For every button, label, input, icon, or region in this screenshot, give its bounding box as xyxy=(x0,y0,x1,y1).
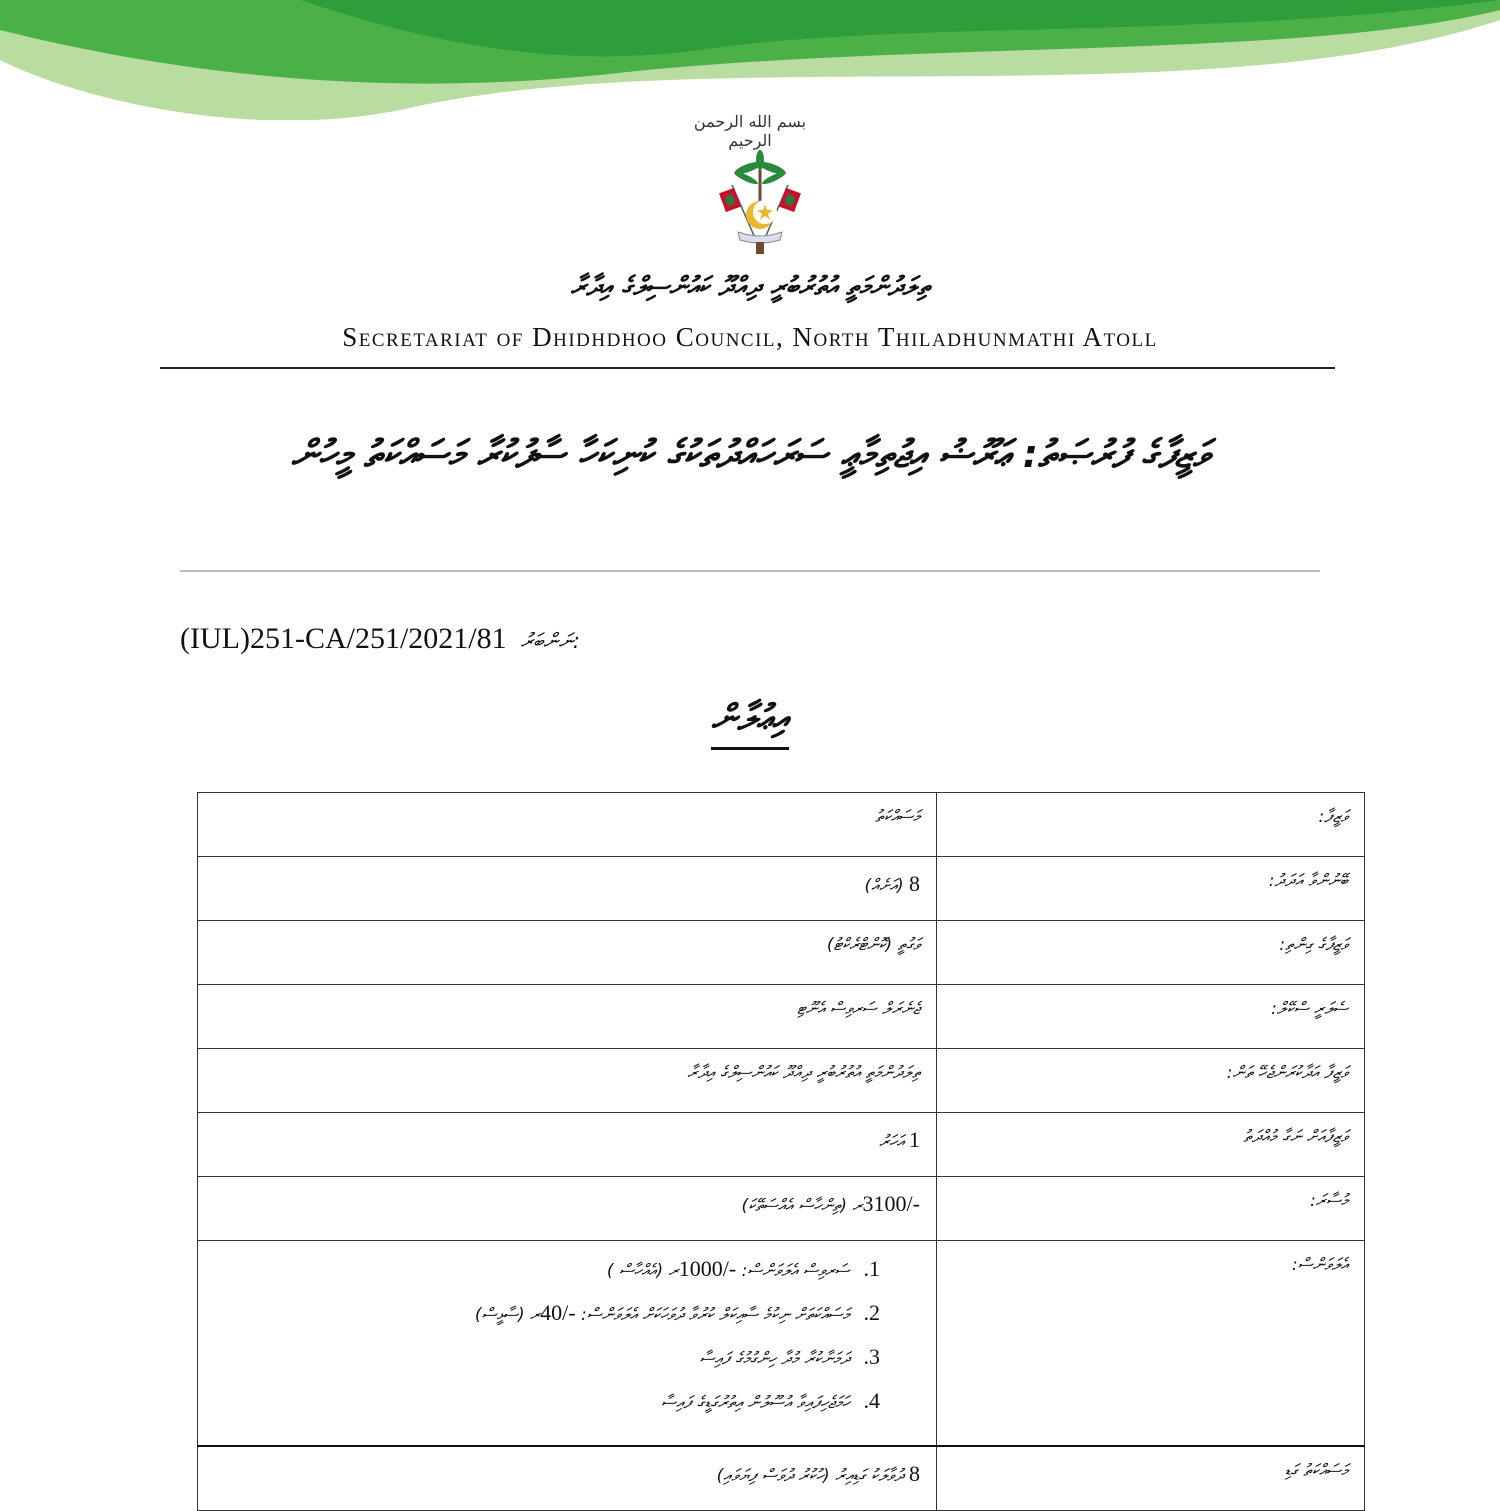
item-amount: -/40 xyxy=(540,1300,576,1325)
table-row-allowances xyxy=(198,1241,1365,1447)
announcement-title: ވަޒީފާގެ ފުރުޞަތު: ޢަރޫޟު އިޖުތިމާޢީ ސަރަހައްދުތަކުގެ ކުނިކަހާ ސާފުކުރާ މަސައްކަތު މީހުން xyxy=(291,432,1209,476)
maldives-emblem-icon xyxy=(710,150,810,260)
row-label: އެލަވަންސް: xyxy=(937,1241,1365,1447)
office-name-dhivehi: ތިލަދުންމަތީ އުތުރުބުރީ ދިއްދޫ ކައުންސިލްގެ އިދާރާ xyxy=(570,272,930,302)
reference-value: (IUL)251-CA/251/2021/81 xyxy=(180,622,507,655)
table-row xyxy=(198,1113,1365,1177)
row-label: ވަޒީފާއަށް ނަގާ މުއްދަތު xyxy=(937,1113,1365,1177)
row-value: މަސައްކަތު xyxy=(198,793,937,857)
value-text: ރ (ތިންހާސް އެއްސަތޭކަ) xyxy=(741,1196,863,1216)
table-row xyxy=(198,1049,1365,1113)
row-value xyxy=(198,1113,937,1177)
row-label: ސެލަރީ ސްކޭލް: xyxy=(937,985,1365,1049)
reference-label: ނަންބަރު: xyxy=(520,629,580,653)
office-name-english: Secretariat of Dhidhdhoo Council, North Thiladhunmathi Atoll xyxy=(342,322,1158,352)
table-row xyxy=(198,793,1365,857)
item-text: ހަމަޖެހިފައިވާ އުސޫލުން އިތުރުގަޑީގެ ފައިސާ xyxy=(661,1393,850,1413)
item-number: 4. xyxy=(863,1388,880,1413)
row-label: ވަޒީފާ އަދާކުރަންޖެހޭ ތަން: xyxy=(937,1049,1365,1113)
value-text: (އަށެއް) xyxy=(864,876,904,896)
header-divider xyxy=(160,367,1335,369)
table-row xyxy=(198,1177,1365,1241)
item-text: ސަރވިސް އެލަވަންސް: xyxy=(741,1261,850,1281)
item-number: 3. xyxy=(863,1344,880,1369)
allowance-item xyxy=(214,1387,880,1417)
value-number: 1 xyxy=(909,1127,920,1152)
green-wave-banner xyxy=(0,0,1500,120)
value-text: ދުވާލަކު ގަޑިއިރު (ހުކުރު ދުވަސް ފިޔަވައި) xyxy=(716,1466,904,1486)
row-label: މަސައްކަތު ގަޑި xyxy=(937,1446,1365,1510)
item-amount: -/1000 xyxy=(678,1256,737,1281)
row-value xyxy=(198,1241,937,1447)
allowance-item xyxy=(214,1299,880,1329)
reference-number xyxy=(180,622,580,656)
item-number: 2. xyxy=(863,1300,880,1325)
row-value: ޖެނެރަލް ސަރވިސް އެނޫޓި xyxy=(198,985,937,1049)
table-row xyxy=(198,857,1365,921)
value-number: 8 xyxy=(909,1461,920,1486)
value-number: 8 xyxy=(909,871,920,896)
row-value xyxy=(198,1177,937,1241)
value-number: -/3100 xyxy=(862,1191,920,1216)
item-text: ދަމަނާކުރާ މުދާ ހިންގުމުގެ ފައިސާ xyxy=(699,1349,850,1369)
table-row xyxy=(198,1446,1365,1510)
table-row xyxy=(198,985,1365,1049)
title-divider xyxy=(180,570,1320,572)
row-value xyxy=(198,857,937,921)
row-label: ބޭނުންވާ އަދަދު: xyxy=(937,857,1365,921)
row-value xyxy=(198,1446,937,1510)
heading-text: އިޢުލާން xyxy=(711,698,789,750)
announcement-heading xyxy=(0,698,1500,740)
row-label: މުސާރަ: xyxy=(937,1177,1365,1241)
row-label: ވަޒީފާގެ ގިންތި: xyxy=(937,921,1365,985)
item-tail: ރ (ސާޅީސް) xyxy=(474,1305,541,1325)
item-text: މަސައްކަތަށް ނިކުމެ ސާއިކަލް ކުރުވާ ދުވަހަކަށް އެލަވަންސް: xyxy=(581,1305,850,1325)
row-value: ވަގުތީ (ކޮންޓްރެކްޓު) xyxy=(198,921,937,985)
item-number: 1. xyxy=(863,1256,880,1281)
value-text: އަހަރު xyxy=(879,1132,904,1152)
job-details-table xyxy=(197,792,1365,1511)
allowance-item xyxy=(214,1343,880,1373)
table-row xyxy=(198,921,1365,985)
item-tail: ރ (އެއްހާސް ) xyxy=(606,1261,679,1281)
row-value: ތިލަދުންމަތީ އުތުރުބުރީ ދިއްދޫ ކައުންސިލްގެ އިދާރާ xyxy=(198,1049,937,1113)
allowance-item xyxy=(214,1255,880,1285)
row-label: ވަޒީފާ: xyxy=(937,793,1365,857)
bismillah-calligraphy: بسم الله الرحمن الرحيم xyxy=(693,112,807,150)
